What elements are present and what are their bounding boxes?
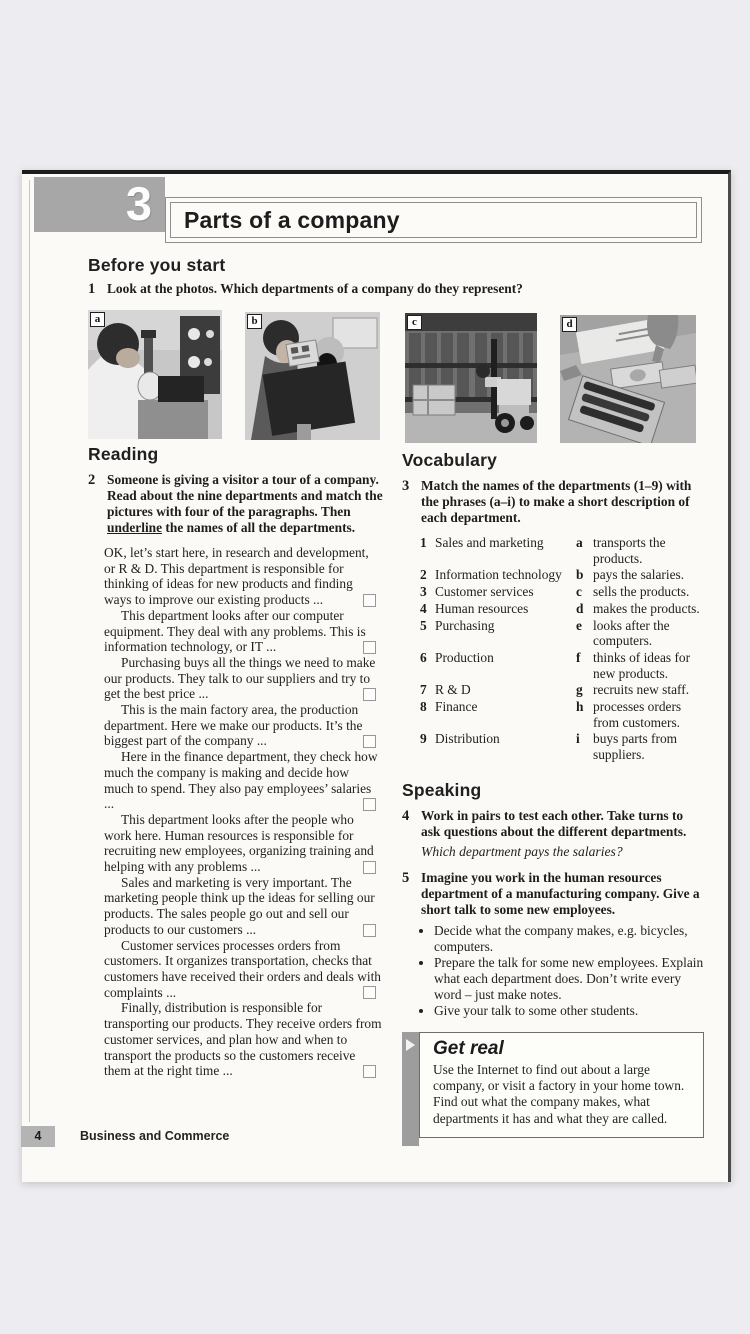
reading-column xyxy=(88,444,384,1079)
unit-title-banner xyxy=(165,197,702,243)
photo-c-warehouse-forklift xyxy=(405,313,537,443)
reading-heading: Reading xyxy=(88,444,159,464)
photo-b-computer-pair xyxy=(245,312,380,440)
get-real-heading: Get real xyxy=(433,1038,504,1060)
photo-a-microscope-lab xyxy=(88,310,222,439)
exercise-2-number: 2 xyxy=(88,472,96,488)
match-row: 7 R & D g recruits new staff. xyxy=(420,682,690,698)
reading-paragraph-distribution: Finally, distribution is responsible for transporting our products. They receive orders from customer services, and plan how and when to transport the products so the customers receive them at the right time ... xyxy=(104,1000,382,1079)
photo-strip xyxy=(88,307,696,443)
get-real-content xyxy=(419,1032,704,1138)
match-row: 3 Customer services c sells the products. xyxy=(420,584,690,600)
vocabulary-column xyxy=(402,450,704,1138)
exercise-2 xyxy=(88,472,384,536)
match-row: 8 Finance h processes orders from customers. xyxy=(420,699,682,730)
example-question: Which department pays the salaries? xyxy=(421,843,623,859)
reading-paragraph-customer-services: Customer services processes orders from customers. It organizes transportation, checks that customers have received their orders and deals with complaints ... xyxy=(104,937,382,1000)
play-arrow-icon xyxy=(406,1039,415,1051)
photo-label: d xyxy=(562,317,577,332)
exercise-4-number: 4 xyxy=(402,807,410,824)
get-real-text: Use the Internet to find out about a large company, or visit a factory in your home town. Find out what the company makes, what departments it has and what they are called. xyxy=(433,1062,685,1126)
reading-paragraph-it: This department looks after our computer equipment. They deal with any problems. This is information technology, or IT ... xyxy=(104,608,382,655)
vocabulary-heading: Vocabulary xyxy=(402,450,498,470)
before-you-start-heading: Before you start xyxy=(88,255,226,275)
matching-exercise xyxy=(420,535,704,763)
answer-checkbox[interactable] xyxy=(363,735,376,748)
exercise-2-text: Someone is giving a visitor a tour of a company. Read about the nine departments and match the pictures with four of the paragraphs. Then underline the names of all the departments. xyxy=(107,472,383,535)
answer-checkbox[interactable] xyxy=(363,641,376,654)
answer-checkbox[interactable] xyxy=(363,594,376,607)
exercise-3 xyxy=(402,478,704,526)
photo-label: a xyxy=(90,312,105,327)
match-row: 4 Human resources d makes the products. xyxy=(420,600,700,616)
answer-checkbox[interactable] xyxy=(363,861,376,874)
unit-number-box: 3 xyxy=(34,177,165,232)
exercise-3-text: Match the names of the departments (1–9) with the phrases (a–i) to make a short description of each department. xyxy=(421,478,692,525)
answer-checkbox[interactable] xyxy=(363,1065,376,1078)
reading-passage xyxy=(104,545,382,1079)
match-row: 5 Purchasing e looks after the computers. xyxy=(420,617,670,649)
exercise-1-number: 1 xyxy=(88,281,96,297)
photo-label: c xyxy=(407,315,422,330)
book-page xyxy=(22,170,731,1182)
unit-title-banner-inner xyxy=(170,202,697,238)
bullet-item: • Give your talk to some other students. xyxy=(434,1003,704,1019)
match-row: 1 Sales and marketing a transports the products. xyxy=(420,535,666,566)
page-title: Parts of a company xyxy=(184,206,400,233)
photo-d-counting-money xyxy=(560,315,696,443)
reading-paragraph-rd: OK, let’s start here, in research and development, or R & D. This department is responsible for thinking of ideas for new products and finding ways to improve our existing products ... xyxy=(104,545,382,608)
exercise-5 xyxy=(402,870,704,918)
answer-checkbox[interactable] xyxy=(363,924,376,937)
match-row: 9 Distribution i buys parts from suppliers. xyxy=(420,731,678,763)
reading-paragraph-purchasing: Purchasing buys all the things we need to make our products. They talk to our suppliers and try to get the best price ... xyxy=(104,654,376,702)
speaking-heading: Speaking xyxy=(402,779,482,800)
exercise-1 xyxy=(88,281,708,298)
get-real-box xyxy=(402,1032,704,1138)
exercise-5-text: Imagine you work in the human resources department of a manufacturing company. Give a short talk to some new employees. xyxy=(421,869,700,917)
reading-paragraph-finance: Here in the finance department, they check how much the company is making and decide how much to spend. They also pay employees’ salaries ... xyxy=(104,749,378,812)
reading-paragraph-production: This is the main factory area, the production department. Here we make our products. It’s the biggest part of the company ... xyxy=(104,702,382,749)
match-row: 2 Information technology b pays the salaries. xyxy=(420,567,685,583)
reading-paragraph-hr: This department looks after the people who work here. Human resources is responsible for recruiting new employees, organizing training and helping with any problems ... xyxy=(104,812,382,875)
exercise-1-text: Look at the photos. Which departments of a company do they represent? xyxy=(107,281,523,296)
exercise-4-text: Work in pairs to test each other. Take turns to ask questions about the different departments. xyxy=(421,807,687,839)
exercise-5-number: 5 xyxy=(402,869,410,886)
exercise-3-number: 3 xyxy=(402,478,410,494)
bullet-item: • Prepare the talk for some new employees. Explain what each department does. Don’t write every word – just make notes. xyxy=(434,955,704,1002)
photo-label: b xyxy=(247,314,262,329)
page-number-badge: 4 xyxy=(21,1126,55,1147)
exercise-4 xyxy=(402,808,704,840)
answer-checkbox[interactable] xyxy=(363,688,376,701)
underlined-word: underline xyxy=(107,520,163,535)
answer-checkbox[interactable] xyxy=(363,798,376,811)
footer-series-title: Business and Commerce xyxy=(80,1129,230,1143)
match-row: 6 Production f thinks of ideas for new products. xyxy=(420,649,691,681)
answer-checkbox[interactable] xyxy=(363,986,376,999)
reading-paragraph-sales: Sales and marketing is very important. The marketing people think up the ideas for selling our products. The sales people go out and sell our products to our customers ... xyxy=(104,874,375,937)
get-real-side-bar xyxy=(402,1032,419,1146)
exercise-5-bullets xyxy=(421,923,704,1019)
bullet-item: • Decide what the company makes, e.g. bicycles, computers. xyxy=(434,923,704,954)
